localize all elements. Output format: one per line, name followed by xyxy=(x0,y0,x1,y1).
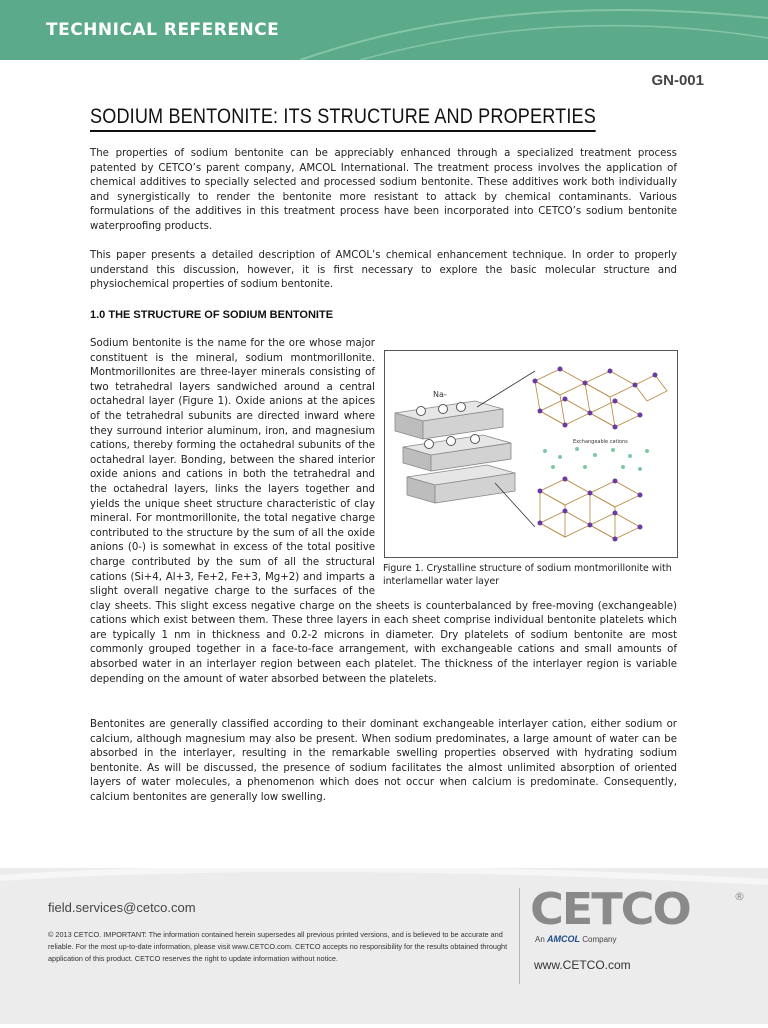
intro-paragraph-2: This paper presents a detailed description of AMCOL’s chemical enhancement technique. In order to properly understand this discussion, however, it is first necessary to explore the basic molecular structure and physiochemical properties of sodium bentonite. xyxy=(90,250,677,291)
page-title: SODIUM BENTONITE: ITS STRUCTURE AND PROPERTIES xyxy=(90,105,596,132)
registered-mark: ® xyxy=(734,890,745,903)
banner-title: TECHNICAL REFERENCE xyxy=(46,20,280,40)
legal-notice: © 2013 CETCO. IMPORTANT: The information contained herein supersedes all previous printed versions, and is believed to be accurate and reliable. For the most up-to-date information, please visit www.CETCO.com. CETCO accepts no responsibility for the results obtained throught application of this product. CETCO reserves the right to update information without notice. xyxy=(48,930,508,963)
footer-divider xyxy=(519,888,520,984)
na-cation-label: Na- xyxy=(433,390,447,399)
website-link[interactable]: www.CETCO.com xyxy=(534,958,631,972)
tagline-suffix: Company xyxy=(582,935,617,944)
contact-email-link[interactable]: field.services@cetco.com xyxy=(48,900,196,915)
intro-paragraph-1: The properties of sodium bentonite can be appreciably enhanced through a specialized treatment process patented by CETCO’s parent company, AMCOL International. The treatment process involves the application of chemical additives to specially selected and processed sodium bentonite. These additives work both individually and synergistically to render the bentonite more resistant to attack by chemical contaminants. Various formulations of the additives in this treatment process have been incorporated into CETCO’s sodium bentonite waterproofing products. xyxy=(90,148,677,232)
exchangeable-cations-label: Exchangeable cations xyxy=(573,439,628,445)
header-banner xyxy=(0,0,768,60)
section-heading: 1.0 THE STRUCTURE OF SODIUM BENTONITE xyxy=(90,309,334,321)
section-paragraph-1-wrapper xyxy=(90,337,677,687)
amcol-tagline xyxy=(535,934,617,944)
cetco-logo: CETCO xyxy=(530,884,690,935)
section-paragraph-2: Bentonites are generally classified according to their dominant exchangeable interlayer cation, either sodium or calcium, although magnesium may also be present. When sodium predominates, a large amount of water can be absorbed in the interlayer, resulting in the remarkable swelling properties observed with hydrating sodium bentonite. As will be discussed, the presence of sodium facilitates the almost unlimited absorption of oriented layers of water molecules, a phenomenon which does not occur when calcium is predominate. Consequently, calcium bentonites are generally low swelling. xyxy=(90,719,677,803)
section-paragraph-1: Sodium bentonite is the name for the ore whose major constituent is the mineral, sodium montmorillonite. Montmorillonites are three-layer minerals consisting of two tetrahedral layers sandwiched around a central octahedral layer (Figure 1). Oxide anions at the apices of the tetrahedral subunits are directed inward where they surround interior aluminum, iron, and magnesium cations, thereby forming the octahedral subunits of the octahedral layer. Bonding, between the shared interior oxide anions and cations in both the tetrahedral and the octahedral layers, links the layers together and yields the unique sheet structure characteristic of clay mineral. For montmorillonite, the total negative charge contributed to the structure by the sum of all the oxide anions (0-) is somewhat in excess of the total positive charge contributed by the sum of all the structural cations (Si+4, Al+3, Fe+2, Fe+3, Mg+2) and imparts a slight overall negative charge to the surfaces of the clay sheets. This slight excess negative charge on the sheets is counterbalanced by free-moving (exchangeable) cations which exist between them. These three layers in each sheet comprise individual bentonite platelets which are typically 1 nm in thickness and 0.2-2 microns in diameter. Dry platelets of sodium bentonite are most commonly grouped together in a face-to-face arrangement, with exchangeable cations and small amounts of absorbed water in an interlayer region between each platelet. The thickness of the interlayer region is variable depending on the amount of water absorbed between the platelets. xyxy=(90,338,677,685)
amcol-brand: AMCOL xyxy=(547,934,581,944)
figure-float-spacer xyxy=(375,337,677,593)
document-code: GN-001 xyxy=(651,72,704,89)
tagline-prefix: An xyxy=(535,935,545,944)
figure-caption: Figure 1. Crystalline structure of sodium montmorillonite with interlamellar water layer xyxy=(383,563,672,587)
